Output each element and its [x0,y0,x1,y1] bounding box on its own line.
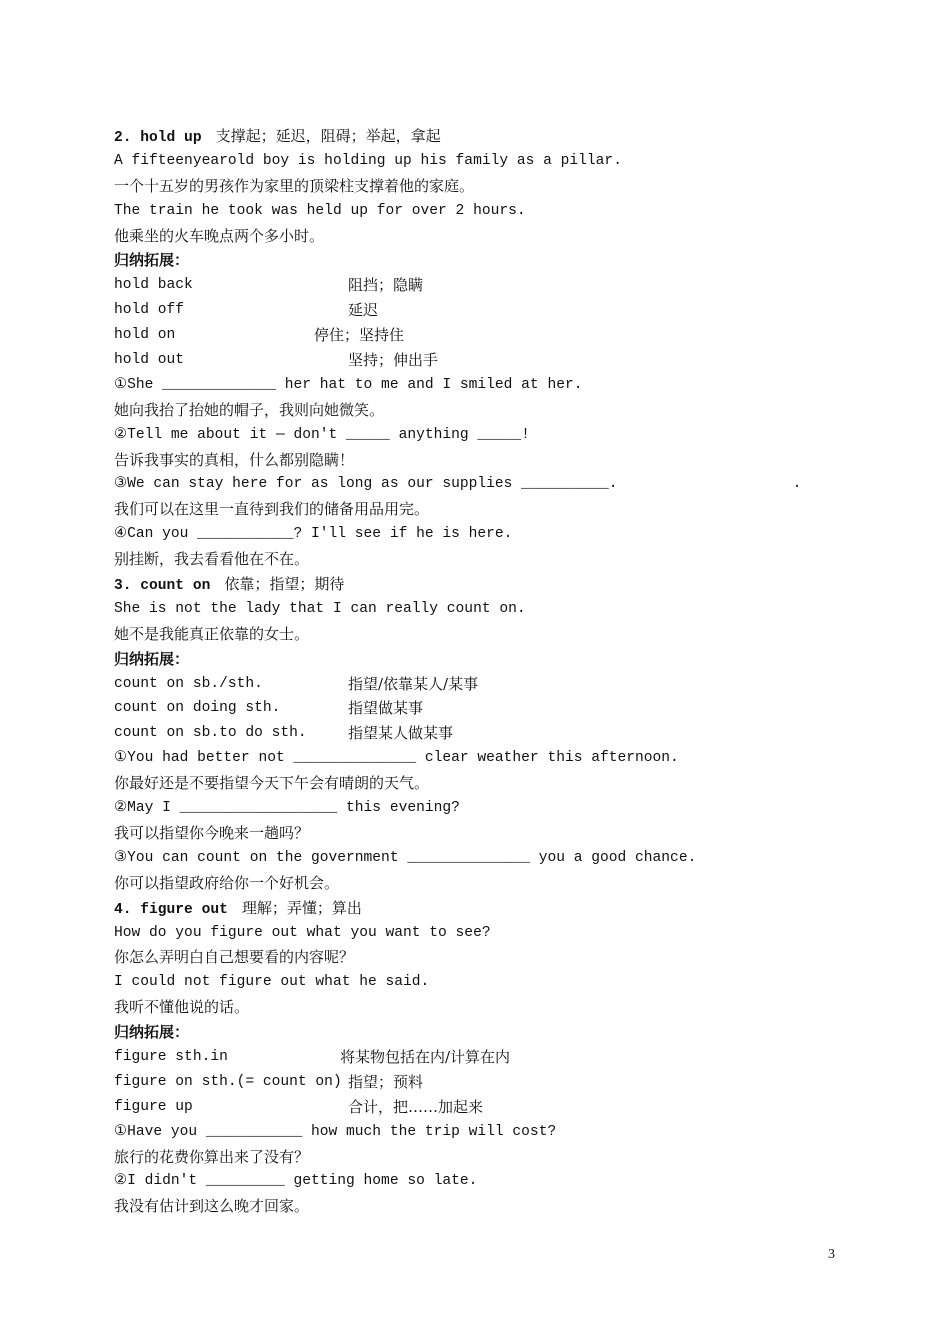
phrase-meaning: 指望/依靠某人/某事 [348,674,479,693]
document-page [114,124,814,1219]
heading-meaning: 依靠；指望；期待 [224,575,345,594]
heading-term: 2. hold up [114,130,202,146]
exercise-sentence: ①Have you ___________ how much the trip will cost? [114,1123,557,1140]
phrase-meaning: 指望某人做某事 [348,724,454,743]
phrase-term: hold out [114,352,185,369]
exercise-sentence: ②May I __________________ this evening? [114,800,460,817]
phrase-term: count on sb./sth. [114,675,263,692]
page-number: 3 [828,1247,835,1262]
phrase-term: hold off [114,302,185,319]
phrase-row [114,273,814,298]
exercise-translation: 别挂断，我去看看他在不在。 [114,550,310,569]
exercise-sentence: ②I didn't _________ getting home so late. [114,1173,478,1190]
example-sentence: 一个十五岁的男孩作为家里的顶梁柱支撑着他的家庭。 [114,176,475,195]
exercise-translation: 你最好还是不要指望今天下午会有晴朗的天气。 [114,774,430,793]
heading-meaning: 理解；弄懂；算出 [241,898,362,917]
phrase-row [114,1070,814,1095]
example-sentence: 她不是我能真正依靠的女士。 [114,624,310,643]
phrase-row [114,1045,814,1070]
phrase-meaning: 坚持；伸出手 [348,351,439,370]
phrase-meaning: 指望做某事 [348,699,424,718]
exercise-sentence: ①She _____________ her hat to me and I smiled at her. [114,376,583,393]
phrase-term: count on sb.to do sth. [114,725,307,742]
phrase-meaning: 合计，把……加起来 [348,1097,484,1116]
section-heading [114,896,814,921]
phrase-meaning: 阻挡；隐瞒 [348,276,424,295]
section-heading [114,124,814,149]
phrase-row [114,1095,814,1120]
exercise-sentence: ②Tell me about it — don't _____ anything _____! [114,426,530,443]
example-sentence: A fifteenyearold boy is holding up his family as a pillar. [114,152,622,169]
phrase-term: figure sth.in [114,1048,228,1065]
expand-label: 归纳拓展： [114,251,190,270]
heading-term: 4. figure out [114,901,228,918]
phrase-row [114,298,814,323]
example-sentence: She is not the lady that I can really count on. [114,600,526,617]
exercise-sentence: ③You can count on the government ______________ you a good chance. [114,849,697,866]
phrase-row [114,696,814,721]
phrase-term: count on doing sth. [114,700,281,717]
expand-label: 归纳拓展： [114,1023,190,1042]
phrase-meaning: 将某物包括在内/计算在内 [340,1047,511,1066]
exercise-translation: 我没有估计到这么晚才回家。 [114,1197,310,1216]
exercise-translation: 我可以指望你今晚来一趟吗？ [114,823,310,842]
example-sentence: I could not figure out what he said. [114,974,430,991]
phrase-meaning: 指望；预料 [348,1072,424,1091]
example-sentence: 你怎么弄明白自己想要看的内容呢？ [114,948,355,967]
phrase-row [114,348,814,373]
phrase-row [114,323,814,348]
phrase-term: hold on [114,327,176,344]
heading-term: 3. count on [114,578,211,595]
exercise-translation: 你可以指望政府给你一个好机会。 [114,873,340,892]
example-sentence: 他乘坐的火车晚点两个多小时。 [114,226,325,245]
phrase-term: hold back [114,277,193,294]
exercise-sentence: ③We can stay here for as long as our supplies __________. . [114,476,802,493]
heading-meaning: 支撑起；延迟，阻碍；举起，拿起 [215,127,441,145]
phrase-row [114,721,814,746]
section-heading [114,572,814,597]
example-sentence: How do you figure out what you want to see? [114,924,491,941]
phrase-meaning: 延迟 [348,301,379,320]
phrase-term: figure on sth.(= count on) [114,1073,342,1090]
example-sentence: 我听不懂他说的话。 [114,998,250,1017]
exercise-translation: 她向我抬了抬她的帽子，我则向她微笑。 [114,400,385,419]
exercise-sentence: ①You had better not ______________ clear weather this afternoon. [114,750,679,767]
exercise-sentence: ④Can you ___________? I'll see if he is here. [114,526,513,543]
exercise-translation: 告诉我事实的真相，什么都别隐瞒！ [114,450,355,469]
expand-label: 归纳拓展： [114,649,190,668]
phrase-term: figure up [114,1098,193,1115]
phrase-meaning: 停住；坚持住 [314,326,405,345]
example-sentence: The train he took was held up for over 2 hours. [114,202,526,219]
exercise-translation: 我们可以在这里一直待到我们的储备用品用完。 [114,500,430,519]
phrase-row [114,672,814,697]
exercise-translation: 旅行的花费你算出来了没有？ [114,1147,310,1166]
